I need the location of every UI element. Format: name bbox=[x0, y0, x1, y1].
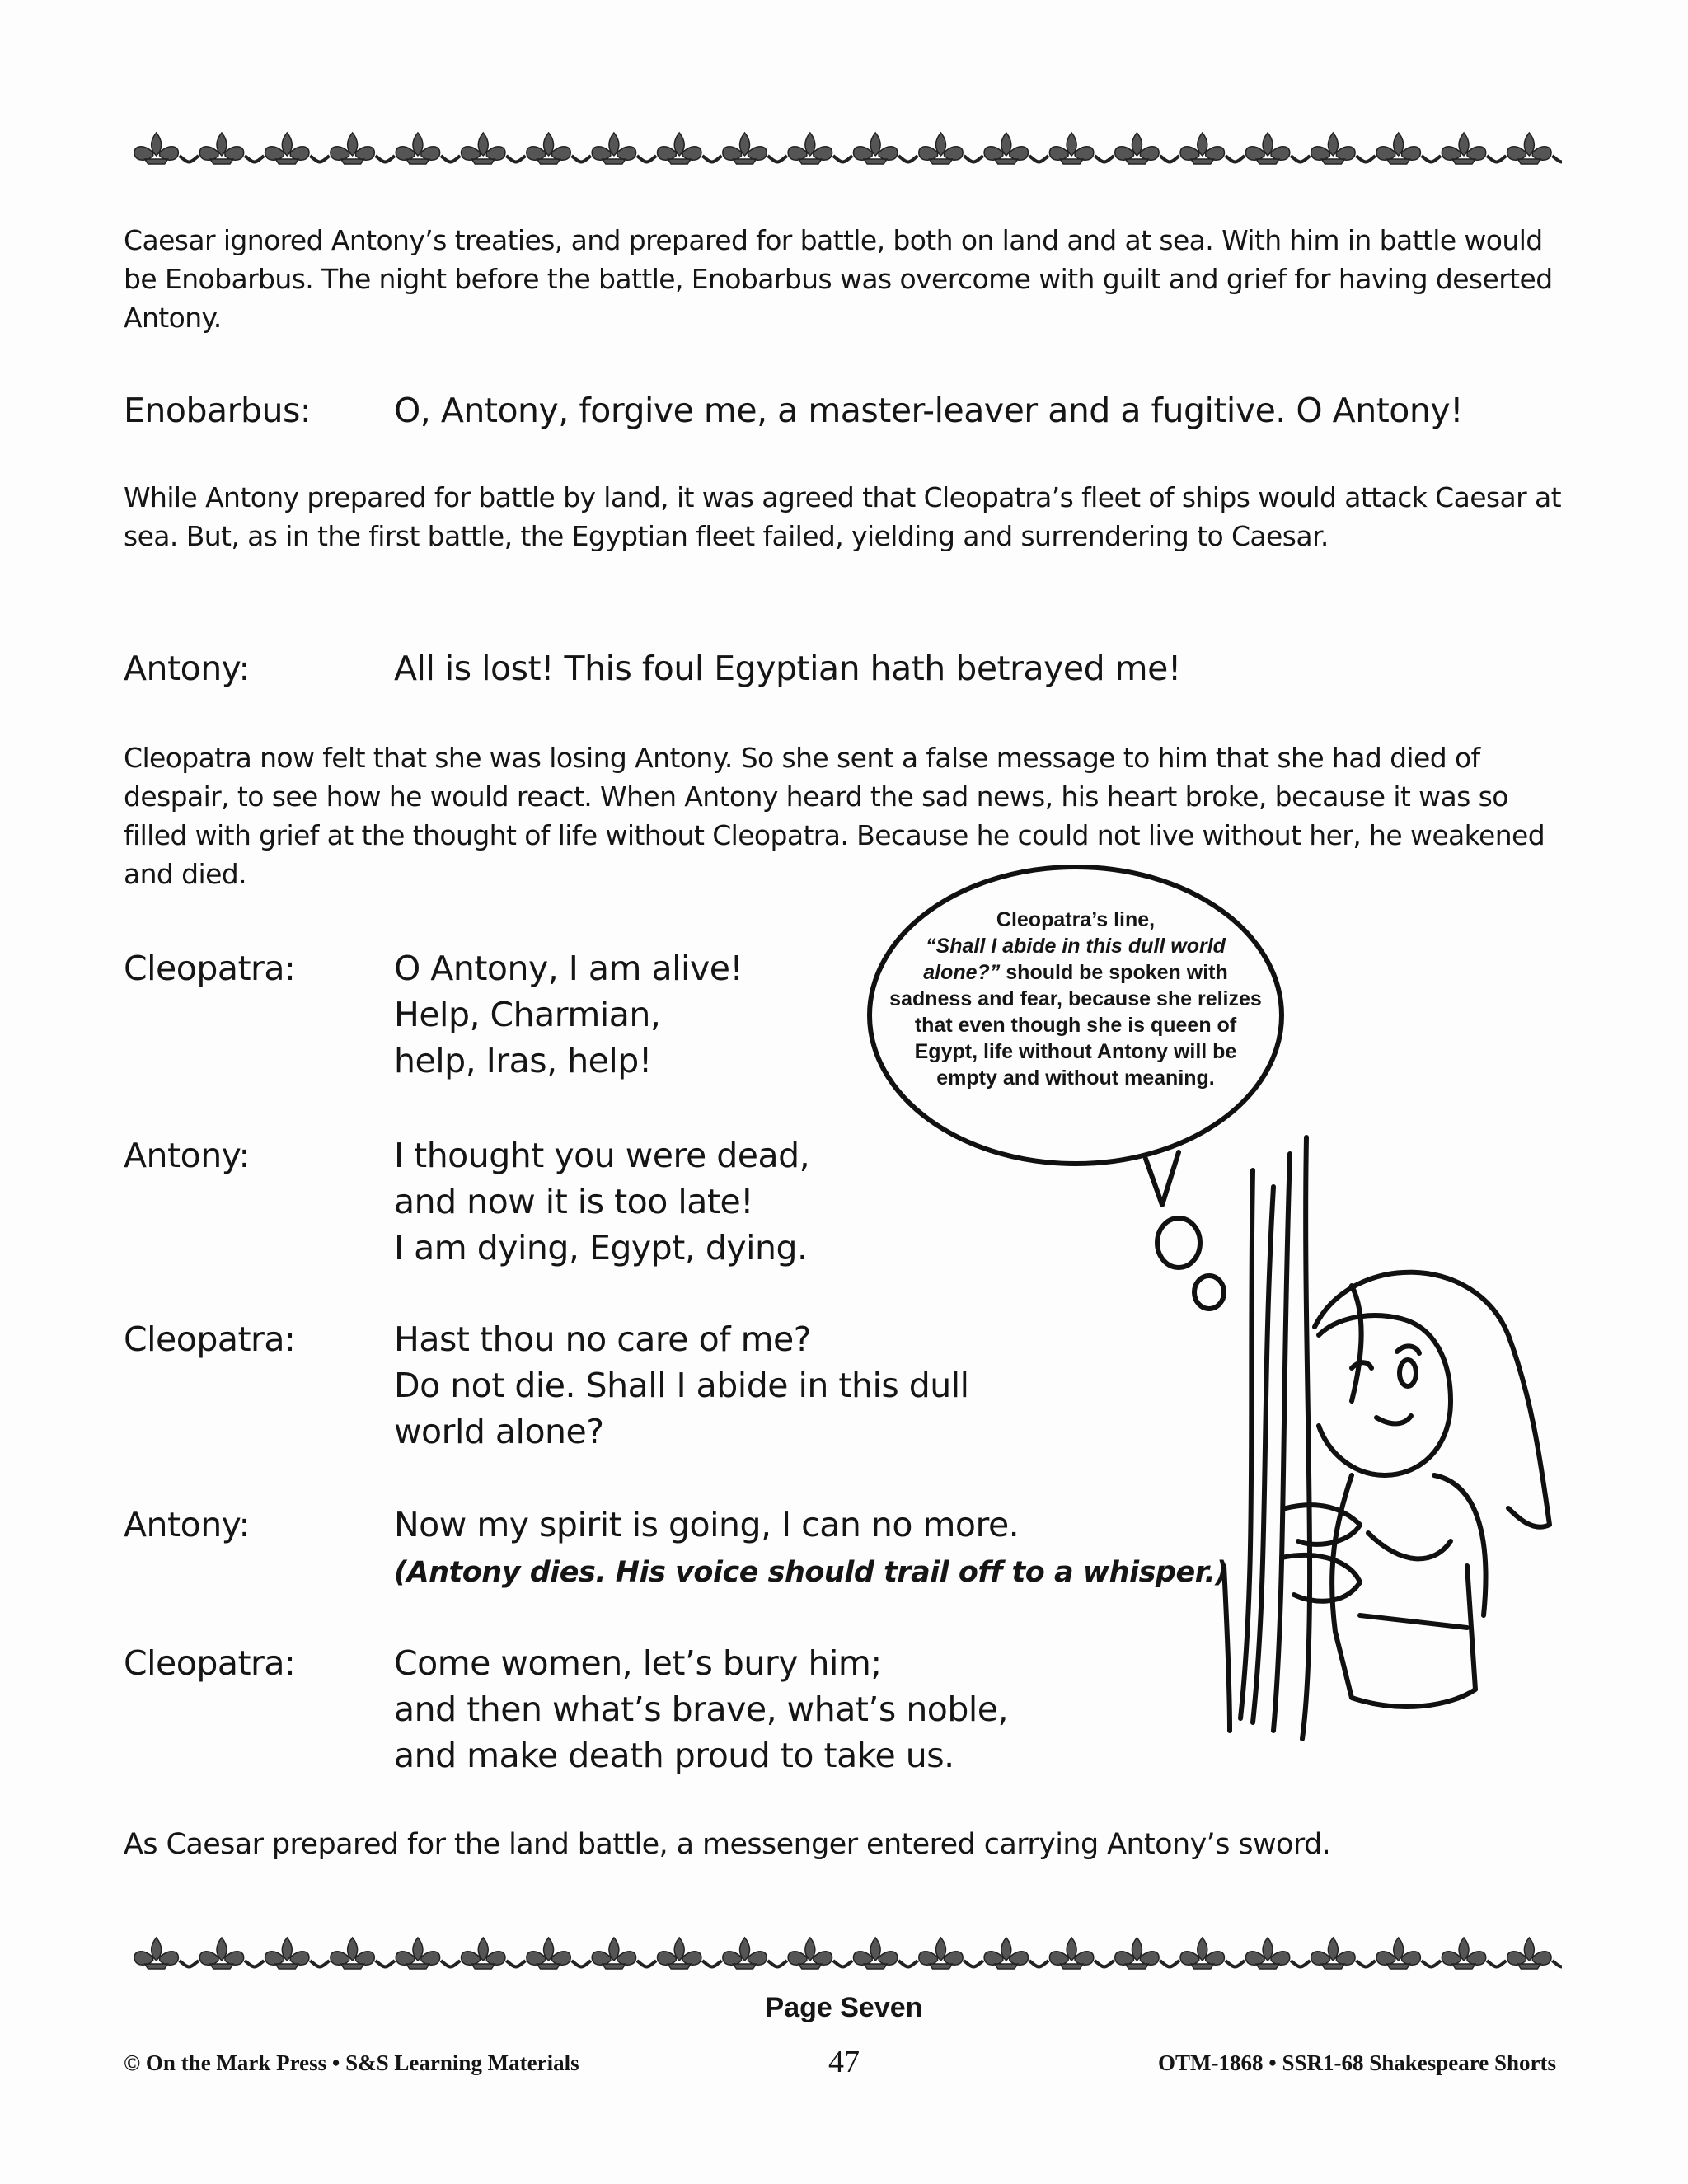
paragraph-three: Cleopatra now felt that she was losing Antony. So she sent a false message to him that she had died of despair, to see how he would react. When Antony heard the sad news, his heart broke, because it was so filled with grief at the thought of life without Cleopatra. Because he could not live without her, he weakened and died. bbox=[124, 742, 1545, 890]
dialogue-line: Do not die. Shall I abide in this dull bbox=[394, 1366, 969, 1405]
curtain-line bbox=[1240, 1170, 1253, 1718]
fleur-ornament-icon bbox=[1507, 1938, 1562, 1969]
fleur-ornament-icon bbox=[592, 1938, 656, 1969]
eyebrow bbox=[1397, 1346, 1419, 1353]
hair-strand bbox=[1352, 1286, 1362, 1401]
dialogue-line: O Antony, I am alive! bbox=[394, 949, 743, 988]
bottom-decorative-border bbox=[124, 1933, 1562, 1982]
dialogue-line: I thought you were dead, bbox=[394, 1136, 810, 1175]
fleur-ornament-icon bbox=[1180, 1938, 1245, 1969]
dialogue-line: Come women, let’s bury him; bbox=[394, 1643, 882, 1683]
fleur-ornament-icon bbox=[1311, 1938, 1376, 1969]
fleur-ornament-icon bbox=[658, 1938, 722, 1969]
fleur-ornament-icon bbox=[396, 1938, 460, 1969]
fleur-ornament-icon bbox=[1245, 1938, 1310, 1969]
bubble-lead: Cleopatra’s line, bbox=[996, 908, 1156, 931]
page-number: 47 bbox=[828, 2045, 860, 2079]
bubble-circle-small bbox=[1194, 1276, 1224, 1309]
page-label: Page Seven bbox=[765, 1992, 923, 2023]
fleur-ornament-icon bbox=[331, 1938, 395, 1969]
fleur-ornament-icon bbox=[527, 1938, 591, 1969]
belt bbox=[1360, 1615, 1467, 1628]
curtain-line bbox=[1253, 1187, 1273, 1722]
speaker-cleopatra-1: Cleopatra: bbox=[124, 949, 296, 988]
fleur-ornament-icon bbox=[134, 1938, 199, 1969]
dialogue-line: and then what’s brave, what’s noble, bbox=[394, 1690, 1009, 1729]
fleur-ornament-icon bbox=[462, 1938, 526, 1969]
dialogue-line: help, Iras, help! bbox=[394, 1041, 652, 1080]
closing-paragraph: As Caesar prepared for the land battle, a messenger entered carrying Antony’s sword. bbox=[124, 1828, 1331, 1861]
speaker-enobarbus: Enobarbus: bbox=[124, 391, 312, 430]
publisher-credit: © On the Mark Press • S&S Learning Materials bbox=[124, 2050, 579, 2075]
bubble-tail bbox=[1146, 1152, 1179, 1205]
eye-left bbox=[1352, 1362, 1372, 1368]
hand-lower bbox=[1282, 1555, 1360, 1601]
fleur-border-bottom bbox=[124, 1933, 1562, 1982]
stage-direction: (Antony dies. His voice should trail off to a whisper.) bbox=[394, 1556, 1228, 1589]
fleur-ornament-icon bbox=[1115, 1938, 1179, 1969]
dialogue-line: and now it is too late! bbox=[394, 1182, 754, 1221]
dialogue-line: Hast thou no care of me? bbox=[394, 1319, 812, 1359]
arm-outline bbox=[1434, 1475, 1486, 1615]
curtain-line bbox=[1302, 1137, 1310, 1739]
thought-bubble-text bbox=[886, 907, 1265, 1091]
fleur-ornament-icon bbox=[723, 1938, 787, 1969]
speaker-cleopatra-5: Cleopatra: bbox=[124, 1643, 296, 1683]
paragraph-two: While Antony prepared for battle by land, it was agreed that Cleopatra’s fleet of ships would attack Caesar at sea. But, as in the first battle, the Egyptian fleet failed, yielding and surrendering to Caesar. bbox=[124, 481, 1561, 552]
line-antony-first: All is lost! This foul Egyptian hath betrayed me! bbox=[394, 649, 1181, 688]
sleeve-detail bbox=[1368, 1533, 1451, 1558]
intro-paragraph: Caesar ignored Antony’s treaties, and prepared for battle, both on land and at sea. With him in battle would be Enobarbus. The night before the battle, Enobarbus was overcome with guilt and grief for having deserted Antony. bbox=[124, 224, 1553, 334]
mouth bbox=[1376, 1416, 1411, 1423]
dialogue-line: and make death proud to take us. bbox=[394, 1736, 954, 1775]
fleur-ornament-icon bbox=[265, 1938, 330, 1969]
speaker-antony-4: Antony: bbox=[124, 1505, 250, 1544]
dialogue-line: I am dying, Egypt, dying. bbox=[394, 1228, 808, 1268]
dialogue-line: Now my spirit is going, I can no more. bbox=[394, 1505, 1020, 1544]
fleur-ornament-icon bbox=[788, 1938, 852, 1969]
fleur-ornament-icon bbox=[1049, 1938, 1114, 1969]
speaker-cleopatra-3: Cleopatra: bbox=[124, 1319, 296, 1359]
speaker-antony-first: Antony: bbox=[124, 649, 250, 688]
fleur-ornament-icon bbox=[984, 1938, 1048, 1969]
fleur-ornament-icon bbox=[1442, 1938, 1506, 1969]
hand-upper bbox=[1286, 1505, 1360, 1544]
fleur-ornament-icon bbox=[199, 1938, 264, 1969]
bubble-circle-large bbox=[1157, 1218, 1200, 1268]
eye bbox=[1400, 1360, 1416, 1386]
fleur-ornament-icon bbox=[853, 1938, 917, 1969]
curtain-line bbox=[1273, 1154, 1290, 1731]
line-enobarbus: O, Antony, forgive me, a master-leaver and a fugitive. O Antony! bbox=[394, 391, 1464, 430]
dialogue-line: Help, Charmian, bbox=[394, 995, 661, 1034]
speaker-antony-2: Antony: bbox=[124, 1136, 250, 1175]
face-outline bbox=[1319, 1315, 1451, 1475]
fleur-ornament-icon bbox=[919, 1938, 983, 1969]
product-code: OTM-1868 • SSR1-68 Shakespeare Shorts bbox=[1158, 2050, 1556, 2075]
fleur-ornament-icon bbox=[1376, 1938, 1441, 1969]
bubble-quote: “Shall I abide in this dull world alone?” bbox=[923, 935, 1226, 984]
curtain-line bbox=[1224, 1566, 1230, 1731]
bubble-rest: should be spoken with sadness and fear, because she relizes that even though she is queen of Egypt, life without Antony will be empty and without meaning. bbox=[889, 961, 1262, 1090]
dialogue-line: world alone? bbox=[394, 1412, 604, 1451]
